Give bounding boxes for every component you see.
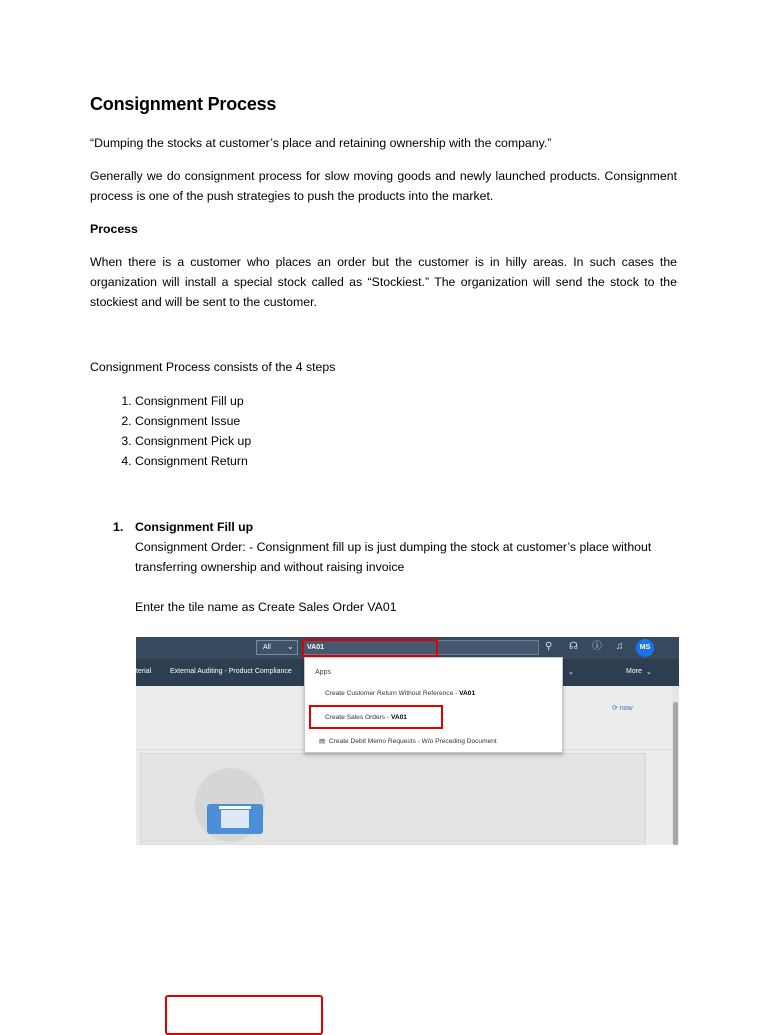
more-menu[interactable]: More xyxy=(626,668,642,675)
list-item: 1. Consignment Fill up xyxy=(135,391,251,411)
refresh-button[interactable]: ⟳ now xyxy=(612,705,633,712)
calendar-icon xyxy=(207,804,263,834)
section-number: 1. xyxy=(113,520,124,534)
search-suggestions xyxy=(304,657,563,753)
search-icon[interactable]: ⚲ xyxy=(545,641,553,652)
search-value: VA01 xyxy=(307,644,324,651)
intro-paragraph: Generally we do consignment process for slow moving goods and newly launched products. Consignment process is one of the push strategies to push the products into the market. xyxy=(90,169,677,203)
headset-icon[interactable]: ☊ xyxy=(569,641,578,652)
section-fill-up xyxy=(113,517,677,617)
help-icon[interactable]: ⓘ xyxy=(592,641,602,652)
suggestion-item[interactable]: Create Customer Return Without Reference - VA01 xyxy=(325,690,476,697)
process-heading: Process xyxy=(90,222,138,236)
menu-item[interactable]: External Auditing - Product Compliance xyxy=(170,668,292,675)
highlight-box xyxy=(165,995,323,1035)
search-scope-select[interactable] xyxy=(256,640,298,655)
chevron-down-icon: ⌄ xyxy=(646,669,652,676)
quote: “Dumping the stocks at customer’s place and retaining ownership with the company.” xyxy=(90,136,552,150)
suggestion-item[interactable]: ▤ Create Debit Memo Requests - W/o Preceding Document xyxy=(319,738,497,745)
menu-item[interactable]: terial xyxy=(136,668,152,675)
steps-intro: Consignment Process consists of the 4 steps xyxy=(90,360,336,374)
suggestion-highlight xyxy=(309,705,443,729)
list-item: 3. Consignment Pick up xyxy=(135,431,251,451)
section-text: Consignment Order: - Consignment fill up is just dumping the stock at customer’s place without transferring ownership and without raising invoice xyxy=(135,540,652,574)
avatar[interactable]: MS xyxy=(636,639,654,657)
suggestions-header: Apps xyxy=(315,669,331,676)
shell-bar xyxy=(136,637,679,659)
scope-label: All xyxy=(263,644,271,651)
app-icon: ▤ xyxy=(319,738,326,745)
chevron-down-icon: ⌄ xyxy=(287,642,294,651)
section-instruction: Enter the tile name as Create Sales Order VA01 xyxy=(135,600,397,614)
process-paragraph: When there is a customer who places an order but the customer is in hilly areas. In such cases the organization will install a special stock called as “Stockiest.” The organization will send the stock to the stockiest and will be sent to the customer. xyxy=(90,255,677,309)
section-heading: Consignment Fill up xyxy=(135,520,254,534)
suggestion-item[interactable]: Create Sales Orders - VA01 xyxy=(325,714,407,721)
embedded-screenshot xyxy=(136,637,679,845)
steps-list xyxy=(90,391,251,471)
bell-icon[interactable]: ♫ xyxy=(616,641,624,652)
list-item: 2. Consignment Issue xyxy=(135,411,251,431)
chevron-down-icon[interactable]: ⌄ xyxy=(568,669,574,676)
refresh-label: now xyxy=(619,705,633,712)
page-title: Consignment Process xyxy=(90,94,277,114)
scrollbar[interactable] xyxy=(672,686,679,845)
list-item: 4. Consignment Return xyxy=(135,451,251,471)
search-highlight xyxy=(302,639,438,657)
